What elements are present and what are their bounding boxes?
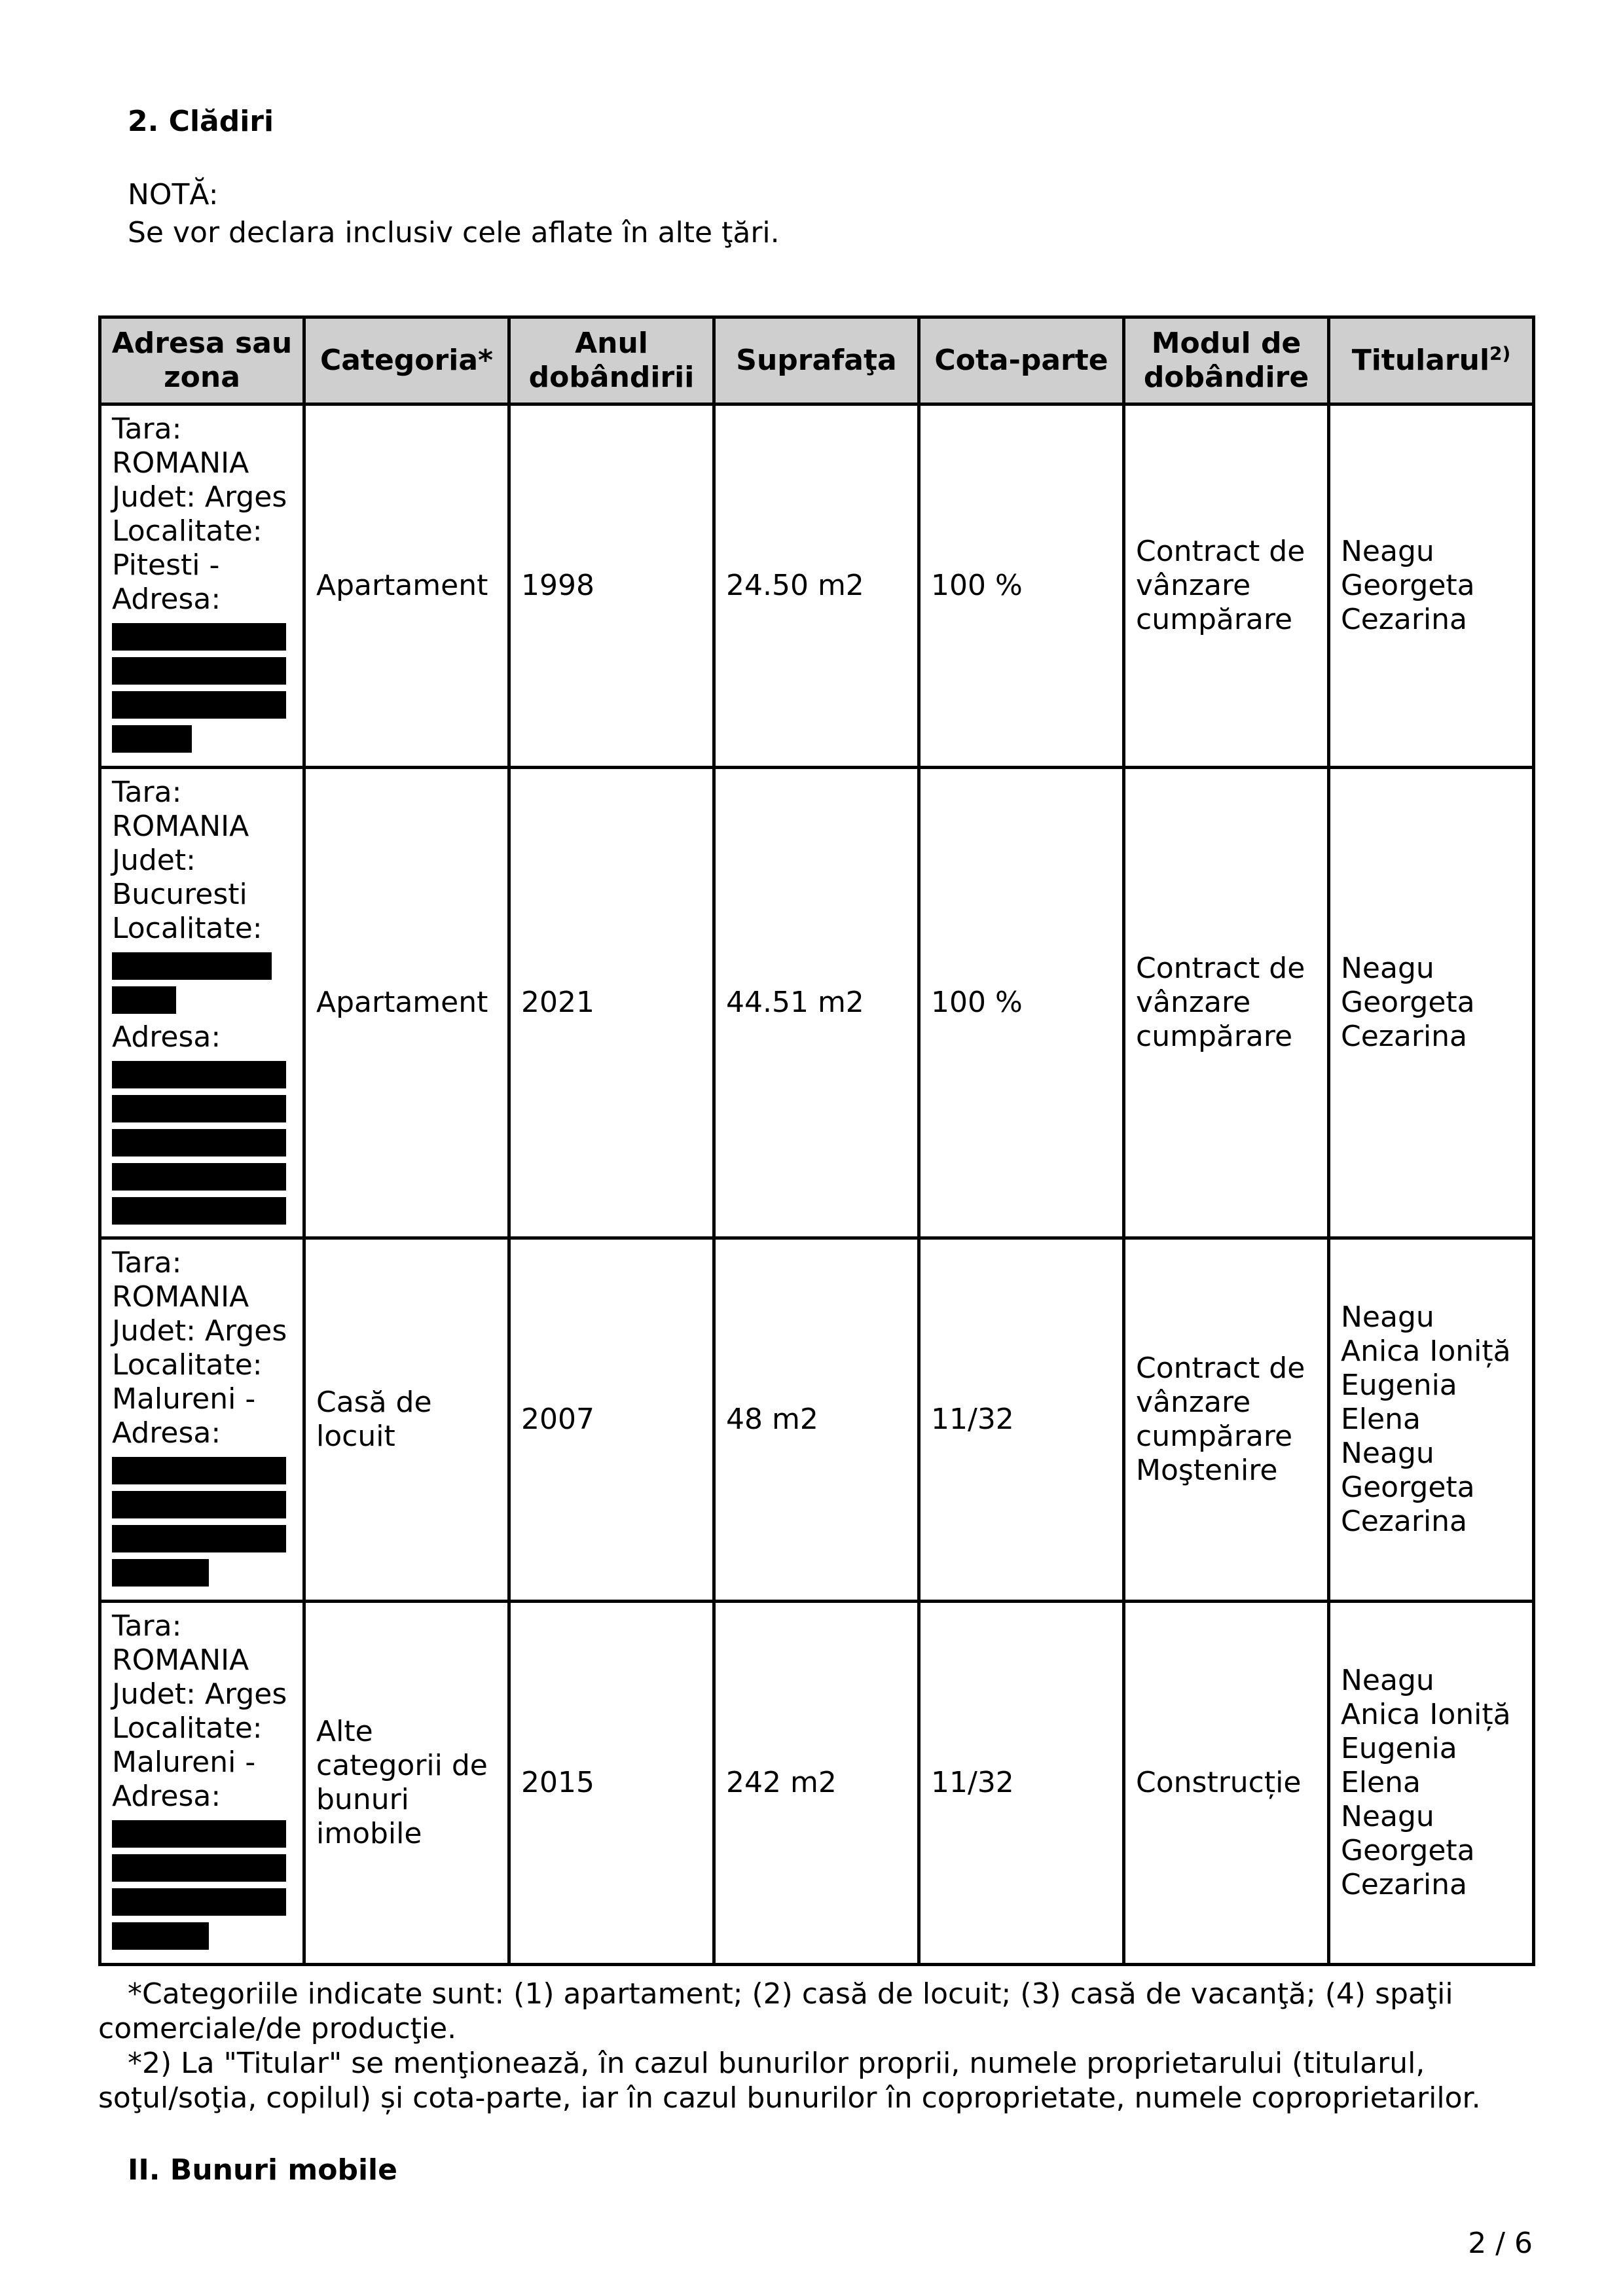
address-line: Adresa: — [112, 583, 221, 616]
header-year: Anul dobândirii — [509, 317, 714, 404]
header-owner-footnote-mark: 2) — [1489, 342, 1511, 365]
redaction-bar — [112, 691, 286, 719]
cell-category: Apartament — [304, 404, 509, 768]
cell-surface: 242 m2 — [714, 1602, 919, 1965]
cell-share: 100 % — [919, 768, 1124, 1238]
redaction-bar — [112, 1525, 286, 1552]
header-mode: Modul de dobândire — [1124, 317, 1329, 404]
cell-mode: Contract de vânzare cumpărare Moştenire — [1124, 1238, 1329, 1602]
header-owner-label: Titularul — [1351, 344, 1490, 377]
redaction-bar — [112, 623, 286, 651]
section-title: 2. Clădiri — [128, 105, 274, 138]
address-line: ROMANIA — [112, 446, 249, 480]
address-line: Malureni - — [112, 1382, 256, 1416]
buildings-table — [98, 315, 1535, 1966]
note-label: NOTĂ: — [128, 178, 219, 211]
cell-surface: 44.51 m2 — [714, 768, 919, 1238]
header-address: Adresa sau zona — [100, 317, 304, 404]
header-surface: Suprafaţa — [714, 317, 919, 404]
address-line: Malureni - — [112, 1746, 256, 1779]
table-header-row — [100, 317, 1534, 404]
header-share: Cota-parte — [919, 317, 1124, 404]
address-line: Tara: — [112, 776, 182, 809]
cell-owner: Neagu Georgeta Cezarina — [1329, 768, 1534, 1238]
address-line: ROMANIA — [112, 1280, 249, 1314]
redaction-bar — [112, 1922, 209, 1950]
address-line: Adresa: — [112, 1020, 221, 1054]
page-number: 2 / 6 — [1468, 2227, 1533, 2260]
table-row — [100, 1602, 1534, 1965]
cell-address — [100, 1238, 304, 1602]
header-owner — [1329, 317, 1534, 404]
next-section-title: II. Bunuri mobile — [128, 2153, 397, 2187]
address-line: Judet: Arges — [112, 480, 287, 514]
table-row — [100, 768, 1534, 1238]
redaction-bar — [112, 1854, 286, 1882]
table-row — [100, 1238, 1534, 1602]
redaction-bar — [112, 1888, 286, 1916]
address-line: ROMANIA — [112, 1643, 249, 1677]
cell-surface: 24.50 m2 — [714, 404, 919, 768]
address-line: Localitate: — [112, 1348, 263, 1382]
footnote-categories: *Categoriile indicate sunt: (1) apartament; (2) casă de locuit; (3) casă de vacanţă; (4) spaţii comerciale/de producţie. — [98, 1977, 1453, 2045]
cell-share: 11/32 — [919, 1238, 1124, 1602]
cell-category: Alte categorii de bunuri imobile — [304, 1602, 509, 1965]
cell-owner: Neagu Georgeta Cezarina — [1329, 404, 1534, 768]
cell-address — [100, 768, 304, 1238]
redaction-bar — [112, 1457, 286, 1484]
cell-share: 11/32 — [919, 1602, 1124, 1965]
address-line: Tara: — [112, 1246, 182, 1280]
address-line: Localitate: — [112, 1712, 263, 1745]
address-line: Judet: Arges — [112, 1677, 287, 1711]
address-line: Pitesti - — [112, 548, 220, 582]
cell-mode: Contract de vânzare cumpărare — [1124, 404, 1329, 768]
address-line: Tara: — [112, 412, 182, 446]
cell-address — [100, 1602, 304, 1965]
redaction-bar — [112, 1197, 286, 1225]
cell-year: 1998 — [509, 404, 714, 768]
address-line: Localitate: — [112, 514, 263, 548]
note-block — [128, 178, 780, 254]
address-line: Adresa: — [112, 1780, 221, 1813]
footnote-owner: *2) La "Titular" se menţionează, în cazul bunurilor proprii, numele proprietarului (titularul, soţul/soţia, copilul) și cota-parte, iar în cazul bunurilor în coproprietate, numele coproprietarilor. — [98, 2047, 1481, 2115]
footnotes — [98, 1977, 1532, 2115]
cell-surface: 48 m2 — [714, 1238, 919, 1602]
note-text: Se vor declara inclusiv cele aflate în alte ţări. — [128, 216, 780, 249]
redaction-bar — [112, 1163, 286, 1191]
address-line: Judet: Arges — [112, 1314, 287, 1348]
redaction-bar — [112, 1129, 286, 1157]
redaction-bar — [112, 1061, 286, 1088]
redaction-bar — [112, 952, 272, 980]
address-line: Judet: — [112, 844, 196, 877]
cell-share: 100 % — [919, 404, 1124, 768]
redaction-bar — [112, 725, 192, 753]
table-row — [100, 404, 1534, 768]
cell-mode: Construcție — [1124, 1602, 1329, 1965]
cell-year: 2021 — [509, 768, 714, 1238]
address-line: Bucuresti — [112, 878, 247, 911]
cell-owner: Neagu Anica Ioniță Eugenia Elena Neagu Georgeta Cezarina — [1329, 1238, 1534, 1602]
cell-category: Apartament — [304, 768, 509, 1238]
cell-mode: Contract de vânzare cumpărare — [1124, 768, 1329, 1238]
address-line: Tara: — [112, 1609, 182, 1643]
redaction-bar — [112, 1820, 286, 1848]
cell-address — [100, 404, 304, 768]
redaction-bar — [112, 986, 176, 1014]
redaction-bar — [112, 1559, 209, 1587]
address-line: Localitate: — [112, 912, 263, 945]
cell-category: Casă de locuit — [304, 1238, 509, 1602]
address-line: ROMANIA — [112, 810, 249, 843]
cell-year: 2015 — [509, 1602, 714, 1965]
redaction-bar — [112, 1095, 286, 1122]
address-line: Adresa: — [112, 1416, 221, 1450]
redaction-bar — [112, 657, 286, 685]
header-category: Categoria* — [304, 317, 509, 404]
cell-owner: Neagu Anica Ioniță Eugenia Elena Neagu Georgeta Cezarina — [1329, 1602, 1534, 1965]
redaction-bar — [112, 1491, 286, 1518]
cell-year: 2007 — [509, 1238, 714, 1602]
